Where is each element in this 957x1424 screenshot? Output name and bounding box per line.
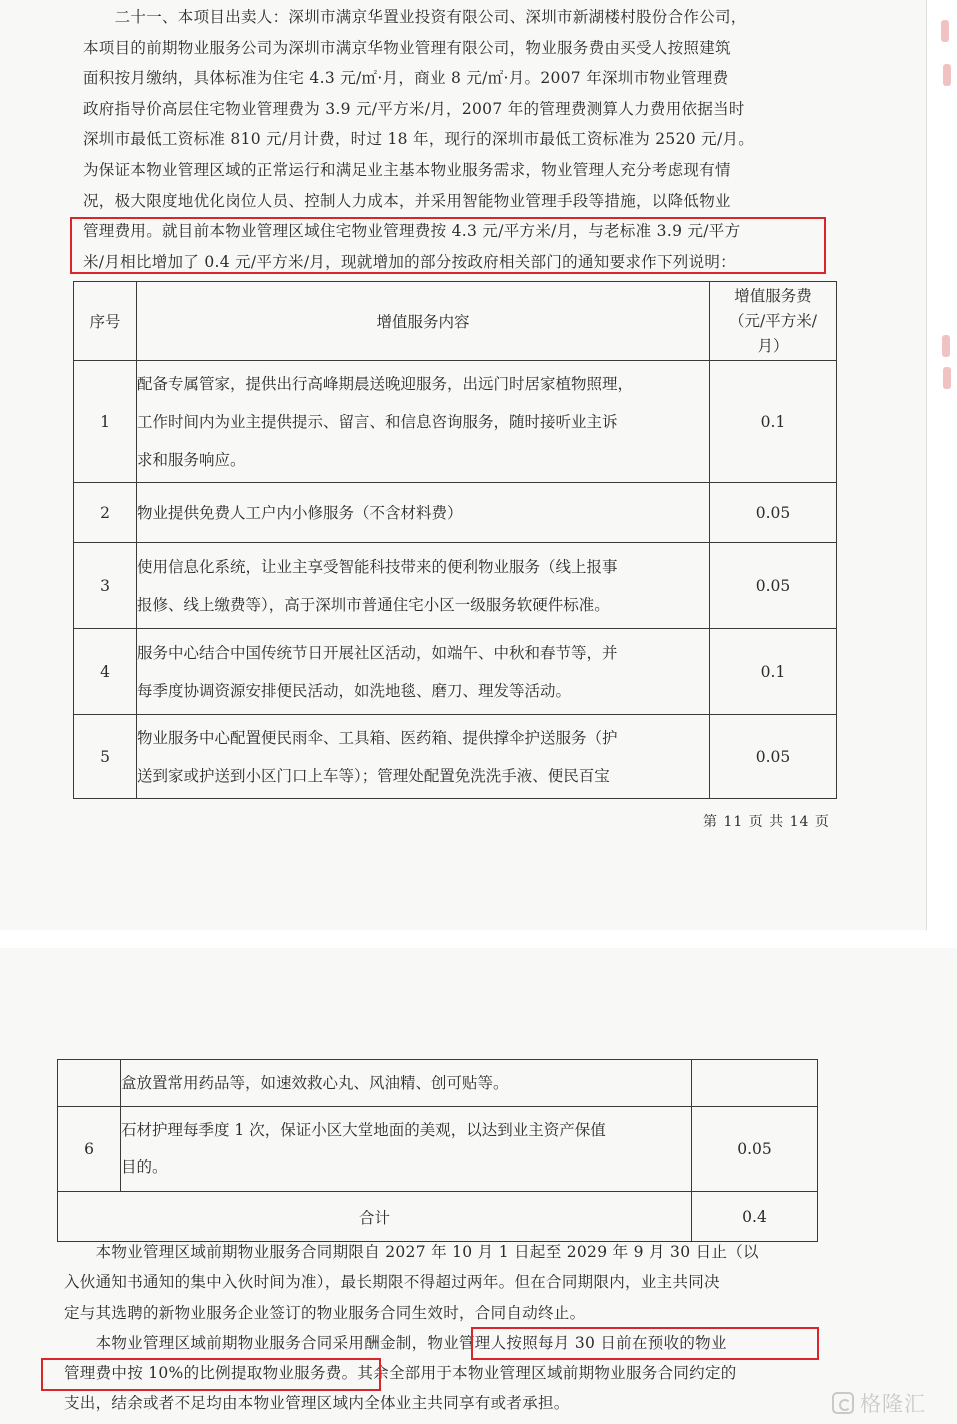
value-added-services-table-continued <box>57 1059 818 1242</box>
watermark-logo-icon <box>832 1392 854 1414</box>
row-fee: 0.1 <box>710 629 837 715</box>
text-line: 本项目的前期物业服务公司为深圳市满京华物业管理有限公司，物业服务费由买受人按照建筑 <box>83 38 731 57</box>
table-row-continuation <box>58 1060 818 1107</box>
row-content-line: 物业服务中心配置便民雨伞、工具箱、医药箱、提供撑伞护送服务（护 <box>137 728 618 747</box>
table-row <box>74 543 837 629</box>
text-line: 定与其选聘的新物业服务企业签订的物业服务合同生效时，合同自动终止。 <box>64 1303 586 1322</box>
row-index: 1 <box>74 361 137 483</box>
row-content-line: 送到家或护送到小区门口上车等）；管理处配置免洗洗手液、便民百宝 <box>137 766 610 785</box>
seal-fragment <box>942 335 950 357</box>
seal-fragment <box>943 64 951 86</box>
row-fee: 0.05 <box>710 715 837 799</box>
seal-fragment <box>943 367 951 389</box>
seal-fragment <box>941 20 949 42</box>
row-content-line: 使用信息化系统，让业主享受智能科技带来的便利物业服务（线上报事 <box>137 557 618 576</box>
row-content <box>137 361 710 483</box>
row-content-line: 求和服务响应。 <box>137 450 246 469</box>
row-fee: 0.05 <box>692 1107 818 1192</box>
header-fee-line: （元/平方米/ <box>729 311 817 330</box>
page-gap <box>0 930 957 948</box>
row-content-line: 服务中心结合中国传统节日开展社区活动，如端午、中秋和春节等，并 <box>137 643 618 662</box>
text-line: 本物业管理区域前期物业服务合同期限自 2027 年 10 月 1 日起至 2029 年 9 月 30 日止（以 <box>64 1243 759 1261</box>
table-total-row <box>58 1192 818 1242</box>
text-line: 深圳市最低工资标准 810 元/月计费，时过 18 年，现行的深圳市最低工资标准为 2520 元/月。 <box>83 130 755 149</box>
row-content-line: 每季度协调资源安排便民活动，如洗地毯、磨刀、理发等活动。 <box>137 681 572 700</box>
empty-index-cell <box>58 1060 121 1107</box>
text-line: 为保证本物业管理区域的正常运行和满足业主基本物业服务需求，物业管理人充分考虑现有情 <box>83 160 731 179</box>
row-content-line: 物业提供免费人工户内小修服务（不含材料费） <box>137 503 463 522</box>
table-row <box>58 1107 818 1192</box>
empty-fee-cell <box>692 1060 818 1107</box>
highlight-box-fee-increase <box>70 217 826 274</box>
text-line: 况，极大限度地优化岗位人员、控制人力成本，并采用智能物业管理手段等措施，以降低物业 <box>83 191 731 210</box>
text-line: 政府指导价高层住宅物业管理费为 3.9 元/平方米/月，2007 年的管理费测算人力费用依据当时 <box>83 99 745 118</box>
text-line: 米/月相比增加了 0.4 元/平方米/月，现就增加的部分按政府相关部门的通知要求作下列说明： <box>83 252 736 271</box>
text-line: 本物业管理区域前期物业服务合同采用酬金制，物业管理人按照每月 30 日前在预收的物业 <box>64 1333 727 1352</box>
row-content-line: 配备专属管家，提供出行高峰期晨送晚迎服务，出远门时居家植物照理， <box>137 374 634 393</box>
row-index: 3 <box>74 543 137 629</box>
text-line: 入伙通知书通知的集中入伙时间为准），最长期限不得超过两年。但在合同期限内，业主共同决 <box>64 1273 720 1292</box>
row-content-line: 报修、线上缴费等），高于深圳市普通住宅小区一级服务软硬件标准。 <box>137 595 610 614</box>
row-content <box>137 629 710 715</box>
watermark-text: 格隆汇 <box>860 1392 926 1416</box>
highlight-box-commission-2 <box>41 1358 381 1391</box>
row-content <box>121 1107 692 1192</box>
text-line: 面积按月缴纳，具体标准为住宅 4.3 元/㎡·月，商业 8 元/㎡·月。2007 年深圳市物业管理费 <box>83 69 729 88</box>
table-header-row <box>74 282 837 361</box>
row-index: 5 <box>74 715 137 799</box>
row-content <box>137 483 710 543</box>
table-row <box>74 483 837 543</box>
watermark <box>832 1388 926 1418</box>
row-content-line: 石材护理每季度 1 次，保证小区大堂地面的美观，以达到业主资产保值 <box>121 1121 606 1139</box>
row-index: 4 <box>74 629 137 715</box>
table-row <box>74 361 837 483</box>
page-number: 第 11 页 共 14 页 <box>703 814 830 830</box>
header-fee-line: 增值服务费 <box>734 286 812 305</box>
row-content-line: 目的。 <box>121 1158 168 1176</box>
table-row <box>74 629 837 715</box>
total-label: 合计 <box>58 1192 692 1242</box>
document-page-2 <box>0 948 957 1424</box>
row-index: 2 <box>74 483 137 543</box>
row-content-line: 盒放置常用药品等，如速效救心丸、风油精、创可贴等。 <box>121 1073 509 1092</box>
row-content <box>137 715 710 799</box>
highlight-box-commission-1 <box>471 1327 819 1360</box>
row-index: 6 <box>58 1107 121 1192</box>
total-fee: 0.4 <box>692 1192 818 1242</box>
row-fee: 0.05 <box>710 483 837 543</box>
value-added-services-table <box>73 281 837 799</box>
text-line: 支出，结余或者不足均由本物业管理区域内全体业主共同享有或者承担。 <box>64 1394 570 1413</box>
row-content-line: 工作时间内为业主提供提示、留言、和信息咨询服务，随时接听业主诉 <box>137 412 618 431</box>
text-line: 二十一、本项目出卖人：深圳市满京华置业投资有限公司、深圳市新湖楼村股份合作公司， <box>83 8 747 26</box>
table-row <box>74 715 837 799</box>
row-fee: 0.1 <box>710 361 837 483</box>
adjacent-page-edge <box>926 0 957 930</box>
header-fee-line: 月） <box>757 336 789 355</box>
header-index: 序号 <box>74 282 137 361</box>
row-content <box>137 543 710 629</box>
text-line: 管理费中按 10%的比例提取物业服务费。其余全部用于本物业管理区域前期物业服务合同约定的 <box>64 1364 737 1383</box>
header-fee <box>710 282 837 361</box>
text-line: 管理费用。就目前本物业管理区域住宅物业管理费按 4.3 元/平方米/月，与老标准 3.9 元/平方 <box>83 222 741 241</box>
row-fee: 0.05 <box>710 543 837 629</box>
header-content: 增值服务内容 <box>137 282 710 361</box>
row-content <box>121 1060 692 1107</box>
